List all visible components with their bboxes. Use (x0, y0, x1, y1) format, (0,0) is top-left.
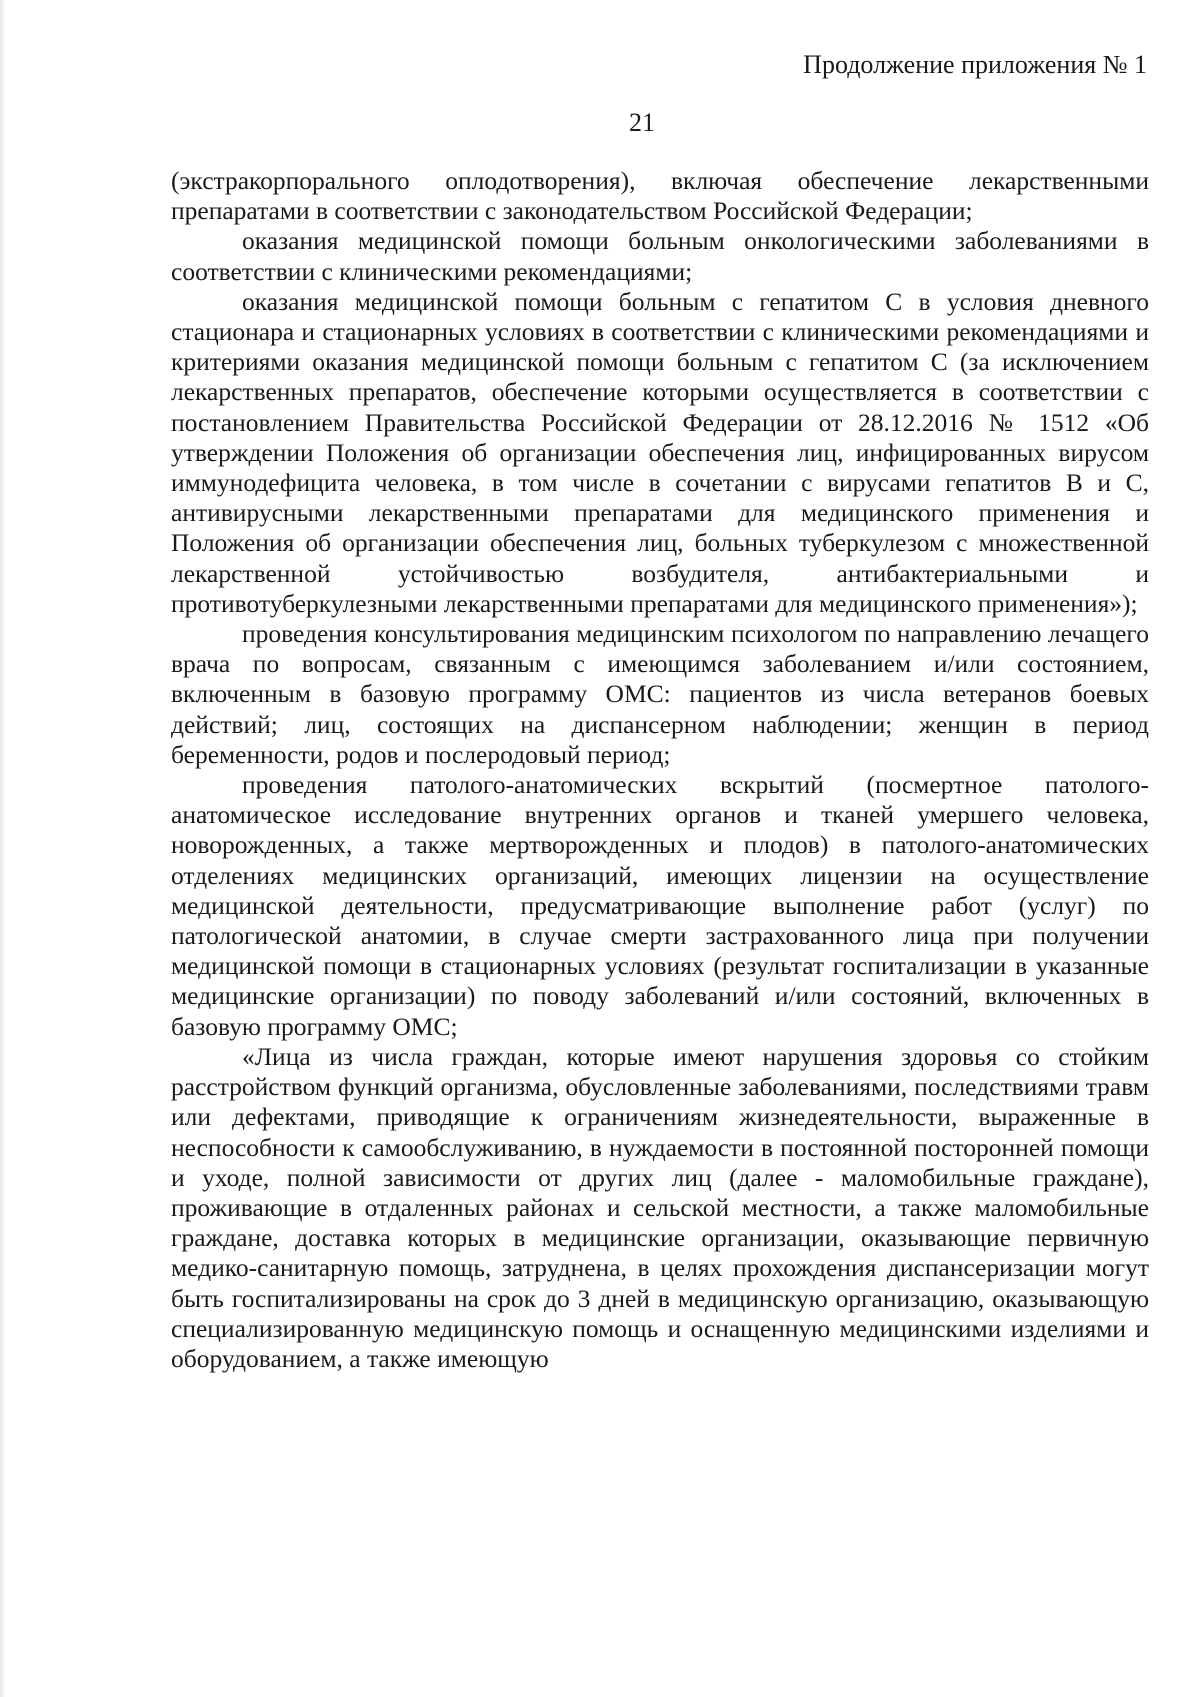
document-body (171, 166, 1149, 1374)
paragraph-autopsies: проведения патолого-анатомических вскрытий (посмертное патолого-анатомическое исследование внутренних органов и тканей умершего человека, новорожденных, а также мертворожденных и плодов) в патолого-анатомических отделениях медицинских организаций, имеющих лицензии на осуществление медицинской деятельности, предусматривающие выполнение работ (услуг) по патологической анатомии, в случае смерти застрахованного лица при получении медицинской помощи в стационарных условиях (результат госпитализации в указанные медицинские организации) по поводу заболеваний и/или состояний, включенных в базовую программу ОМС; (171, 770, 1149, 1041)
paragraph-hepatitis-c: оказания медицинской помощи больным с гепатитом С в условия дневного стационара и стационарных условиях в соответствии с клиническими рекомендациями и критериями оказания медицинской помощи больным с гепатитом С (за исключением лекарственных препаратов, обеспечение которыми осуществляется в соответствии с постановлением Правительства Российской Федерации от 28.12.2016 № 1512 «Об утверждении Положения об организации обеспечения лиц, инфицированных вирусом иммунодефицита человека, в том числе в сочетании с вирусами гепатитов В и С, антивирусными лекарственными препаратами для медицинского применения и Положения об организации обеспечения лиц, больных туберкулезом с множественной лекарственной устойчивостью возбудителя, антибактериальными и противотуберкулезными лекарственными препаратами для медицинского применения»); (171, 286, 1149, 618)
scan-edge-shadow (0, 0, 6, 1697)
page-number: 21 (629, 108, 655, 137)
appendix-continuation-header: Продолжение приложения № 1 (803, 50, 1147, 79)
paragraph-ivf-continuation: (экстракорпорального оплодотворения), включая обеспечение лекарственными препаратами в соответствии с законодательством Российской Федерации; (171, 166, 1149, 226)
paragraph-psychologist-consulting: проведения консультирования медицинским психологом по направлению лечащего врача по вопросам, связанным с имеющимся заболеванием и/или состоянием, включенным в базовую программу ОМС: пациентов из числа ветеранов боевых действий; лиц, состоящих на диспансерном наблюдении; женщин в период беременности, родов и послеродовый период; (171, 619, 1149, 769)
paragraph-low-mobility-citizens: «Лица из числа граждан, которые имеют нарушения здоровья со стойким расстройством функций организма, обусловленные заболеваниями, последствиями травм или дефектами, приводящие к ограничениям жизнедеятельности, выраженные в неспособности к самообслуживанию, в нуждаемости в постоянной посторонней помощи и уходе, полной зависимости от других лиц (далее - маломобильные граждане), проживающие в отдаленных районах и сельской местности, а также маломобильные граждане, доставка которых в медицинские организации, оказывающие первичную медико-санитарную помощь, затруднена, в целях прохождения диспансеризации могут быть госпитализированы на срок до 3 дней в медицинскую организацию, оказывающую специализированную медицинскую помощь и оснащенную медицинскими изделиями и оборудованием, а также имеющую (171, 1041, 1149, 1373)
paragraph-oncology: оказания медицинской помощи больным онкологическими заболеваниями в соответствии с клиническими рекомендациями; (171, 226, 1149, 286)
